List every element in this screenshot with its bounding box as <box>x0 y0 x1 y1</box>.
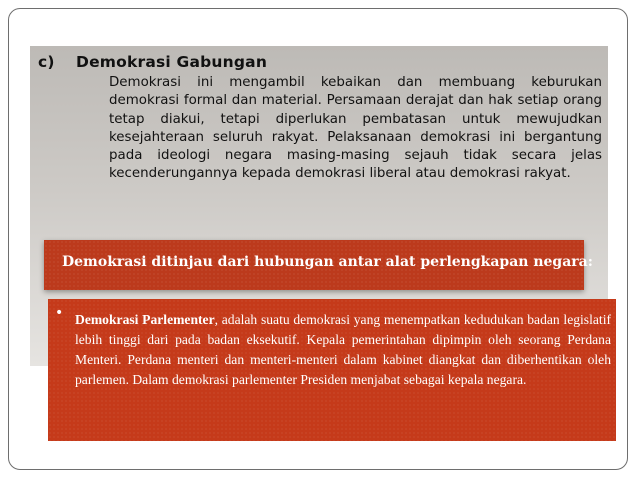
section-heading <box>38 53 598 71</box>
bullet-description: , adalah suatu demokrasi yang menempatkan kedudukan badan legislatif lebih tinggi dari pada badan eksekutif. Kepala pemerintahan dipimpin oleh seorang Perdana Menteri. Perdana menteri dan menteri-menteri dalam kabinet diangkat dan diberhentikan oleh parlemen. Dalam demokrasi parlementer Presiden menjabat sebagai kepala negara. <box>75 312 611 387</box>
bullet-text <box>75 310 611 390</box>
section-body: Demokrasi ini mengambil kebaikan dan membuang keburukan demokrasi formal dan material. Persamaan derajat dan hak setiap orang tetap diakui, tetapi diperlukan pembatasan untuk mewujudkan kesejahteraan seluruh rakyat. Pelaksanaan demokrasi ini bergantung pada ideologi negara masing-masing sejauh tidak secara jelas kecenderungannya kepada demokrasi liberal atau demokrasi rakyat. <box>109 75 602 182</box>
bullet-icon: • <box>55 305 64 321</box>
banner-label: Demokrasi ditinjau dari hubungan antar alat perlengkapan negara: <box>62 254 593 270</box>
bullet-term: Demokrasi Parlementer <box>75 312 215 327</box>
section-marker: c) <box>38 53 55 71</box>
section-title: Demokrasi Gabungan <box>76 53 268 71</box>
